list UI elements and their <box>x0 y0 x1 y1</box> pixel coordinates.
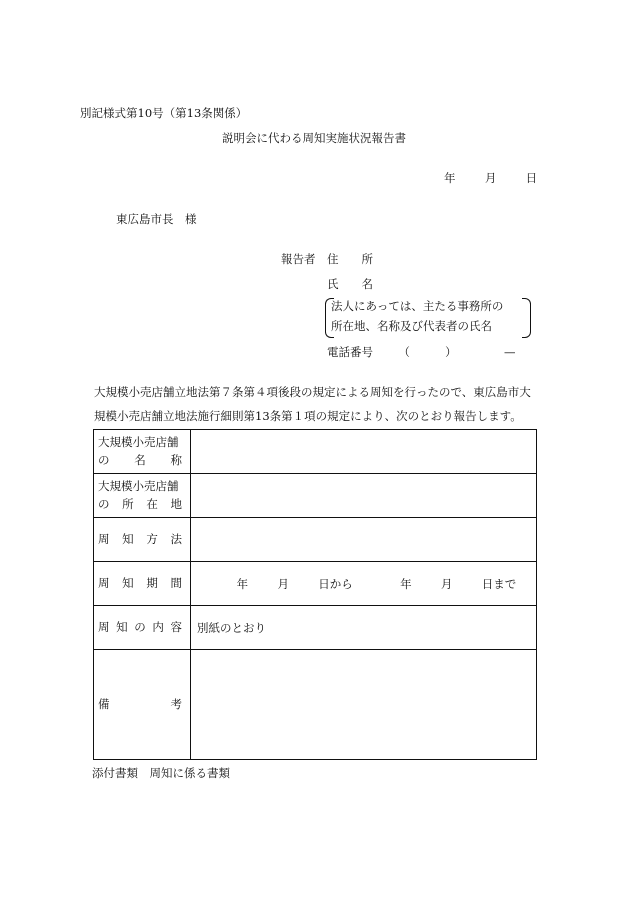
label-char: 知 <box>116 619 128 634</box>
label-char: 知 <box>122 575 134 590</box>
store-location-field[interactable] <box>191 474 537 518</box>
label-char: 名 <box>134 452 146 467</box>
notice-content-field[interactable]: 別紙のとおり <box>191 606 537 650</box>
label-char: 備 <box>98 696 110 711</box>
label-spread <box>98 496 182 514</box>
reporter-label: 報告者 <box>281 252 316 266</box>
label-spread <box>98 575 182 593</box>
label-char: 容 <box>170 619 182 634</box>
label-char: 地 <box>170 496 182 511</box>
corporate-note-line2: 所在地、名称及び代表者の氏名 <box>331 319 492 333</box>
phone-close-paren: ） <box>445 345 457 359</box>
period-to-month: 月 <box>440 576 453 591</box>
label-spread <box>98 531 182 549</box>
label-char: 期 <box>146 575 158 590</box>
body-line-1: 大規模小売店舗立地法第７条第４項後段の規定による周知を行ったので、東広島市大 <box>94 385 531 399</box>
period-from-year: 年 <box>236 576 249 591</box>
notice-method-field[interactable] <box>191 518 537 562</box>
label-char: 法 <box>170 531 182 546</box>
right-bracket <box>522 298 531 338</box>
label-char: の <box>98 452 110 467</box>
date-month: 月 <box>484 171 497 185</box>
attachment-note: 添付書類 周知に係る書類 <box>92 766 230 780</box>
label-char: 周 <box>98 531 110 546</box>
table-row <box>94 650 537 760</box>
label-char: 所 <box>122 496 134 511</box>
period-from-month: 月 <box>277 576 289 591</box>
store-name-field[interactable] <box>191 430 537 474</box>
row-label-store-name <box>94 430 191 474</box>
label-char: 方 <box>146 531 158 546</box>
addressee: 東広島市長 様 <box>116 212 197 226</box>
notice-period-field[interactable] <box>191 562 537 606</box>
label-char: 称 <box>170 452 182 467</box>
row-label-notice-content <box>94 606 191 650</box>
table-row <box>94 606 537 650</box>
reporter-name-label: 氏 名 <box>327 277 373 291</box>
table-row <box>94 474 537 518</box>
form-number: 別記様式第10号（第13条関係） <box>80 106 248 120</box>
reporter-address-label: 住 所 <box>327 252 373 266</box>
label-line: 大規模小売店舗 <box>98 434 179 449</box>
period-to-year: 年 <box>400 576 412 591</box>
period-from-day: 日から <box>318 576 353 591</box>
table-row <box>94 430 537 474</box>
label-spread <box>98 452 182 470</box>
phone-open-paren: （ <box>398 345 410 359</box>
row-label-store-location <box>94 474 191 518</box>
remarks-field[interactable] <box>191 650 537 760</box>
label-char: 周 <box>98 619 110 634</box>
phone-row <box>327 346 515 360</box>
label-char: 考 <box>170 696 182 711</box>
body-line-2: 規模小売店舗立地法施行細則第13条第１項の規定により、次のとおり報告します。 <box>94 409 522 423</box>
date-year: 年 <box>444 171 456 185</box>
label-char: 在 <box>146 496 158 511</box>
document-title: 説明会に代わる周知実施状況報告書 <box>222 131 406 145</box>
phone-label: 電話番号 <box>327 345 373 359</box>
period-to-day: 日まで <box>481 576 517 591</box>
label-char: 周 <box>98 575 110 590</box>
label-char: 間 <box>170 575 182 590</box>
phone-dash: — <box>503 345 516 359</box>
corporate-note-line1: 法人にあっては、主たる事務所の <box>331 299 504 313</box>
label-spread <box>98 696 182 714</box>
label-char: の <box>98 496 110 511</box>
table-row <box>94 518 537 562</box>
label-char: 内 <box>152 619 164 634</box>
report-table <box>93 429 537 760</box>
table-row <box>94 562 537 606</box>
report-date <box>444 172 537 186</box>
label-line: 大規模小売店舗 <box>98 478 179 493</box>
row-label-notice-method <box>94 518 191 562</box>
label-spread <box>98 619 182 637</box>
label-char: の <box>134 619 146 634</box>
row-label-remarks <box>94 650 191 760</box>
label-char: 知 <box>122 531 134 546</box>
corporate-note <box>325 298 531 338</box>
date-day: 日 <box>525 171 538 185</box>
row-label-notice-period <box>94 562 191 606</box>
